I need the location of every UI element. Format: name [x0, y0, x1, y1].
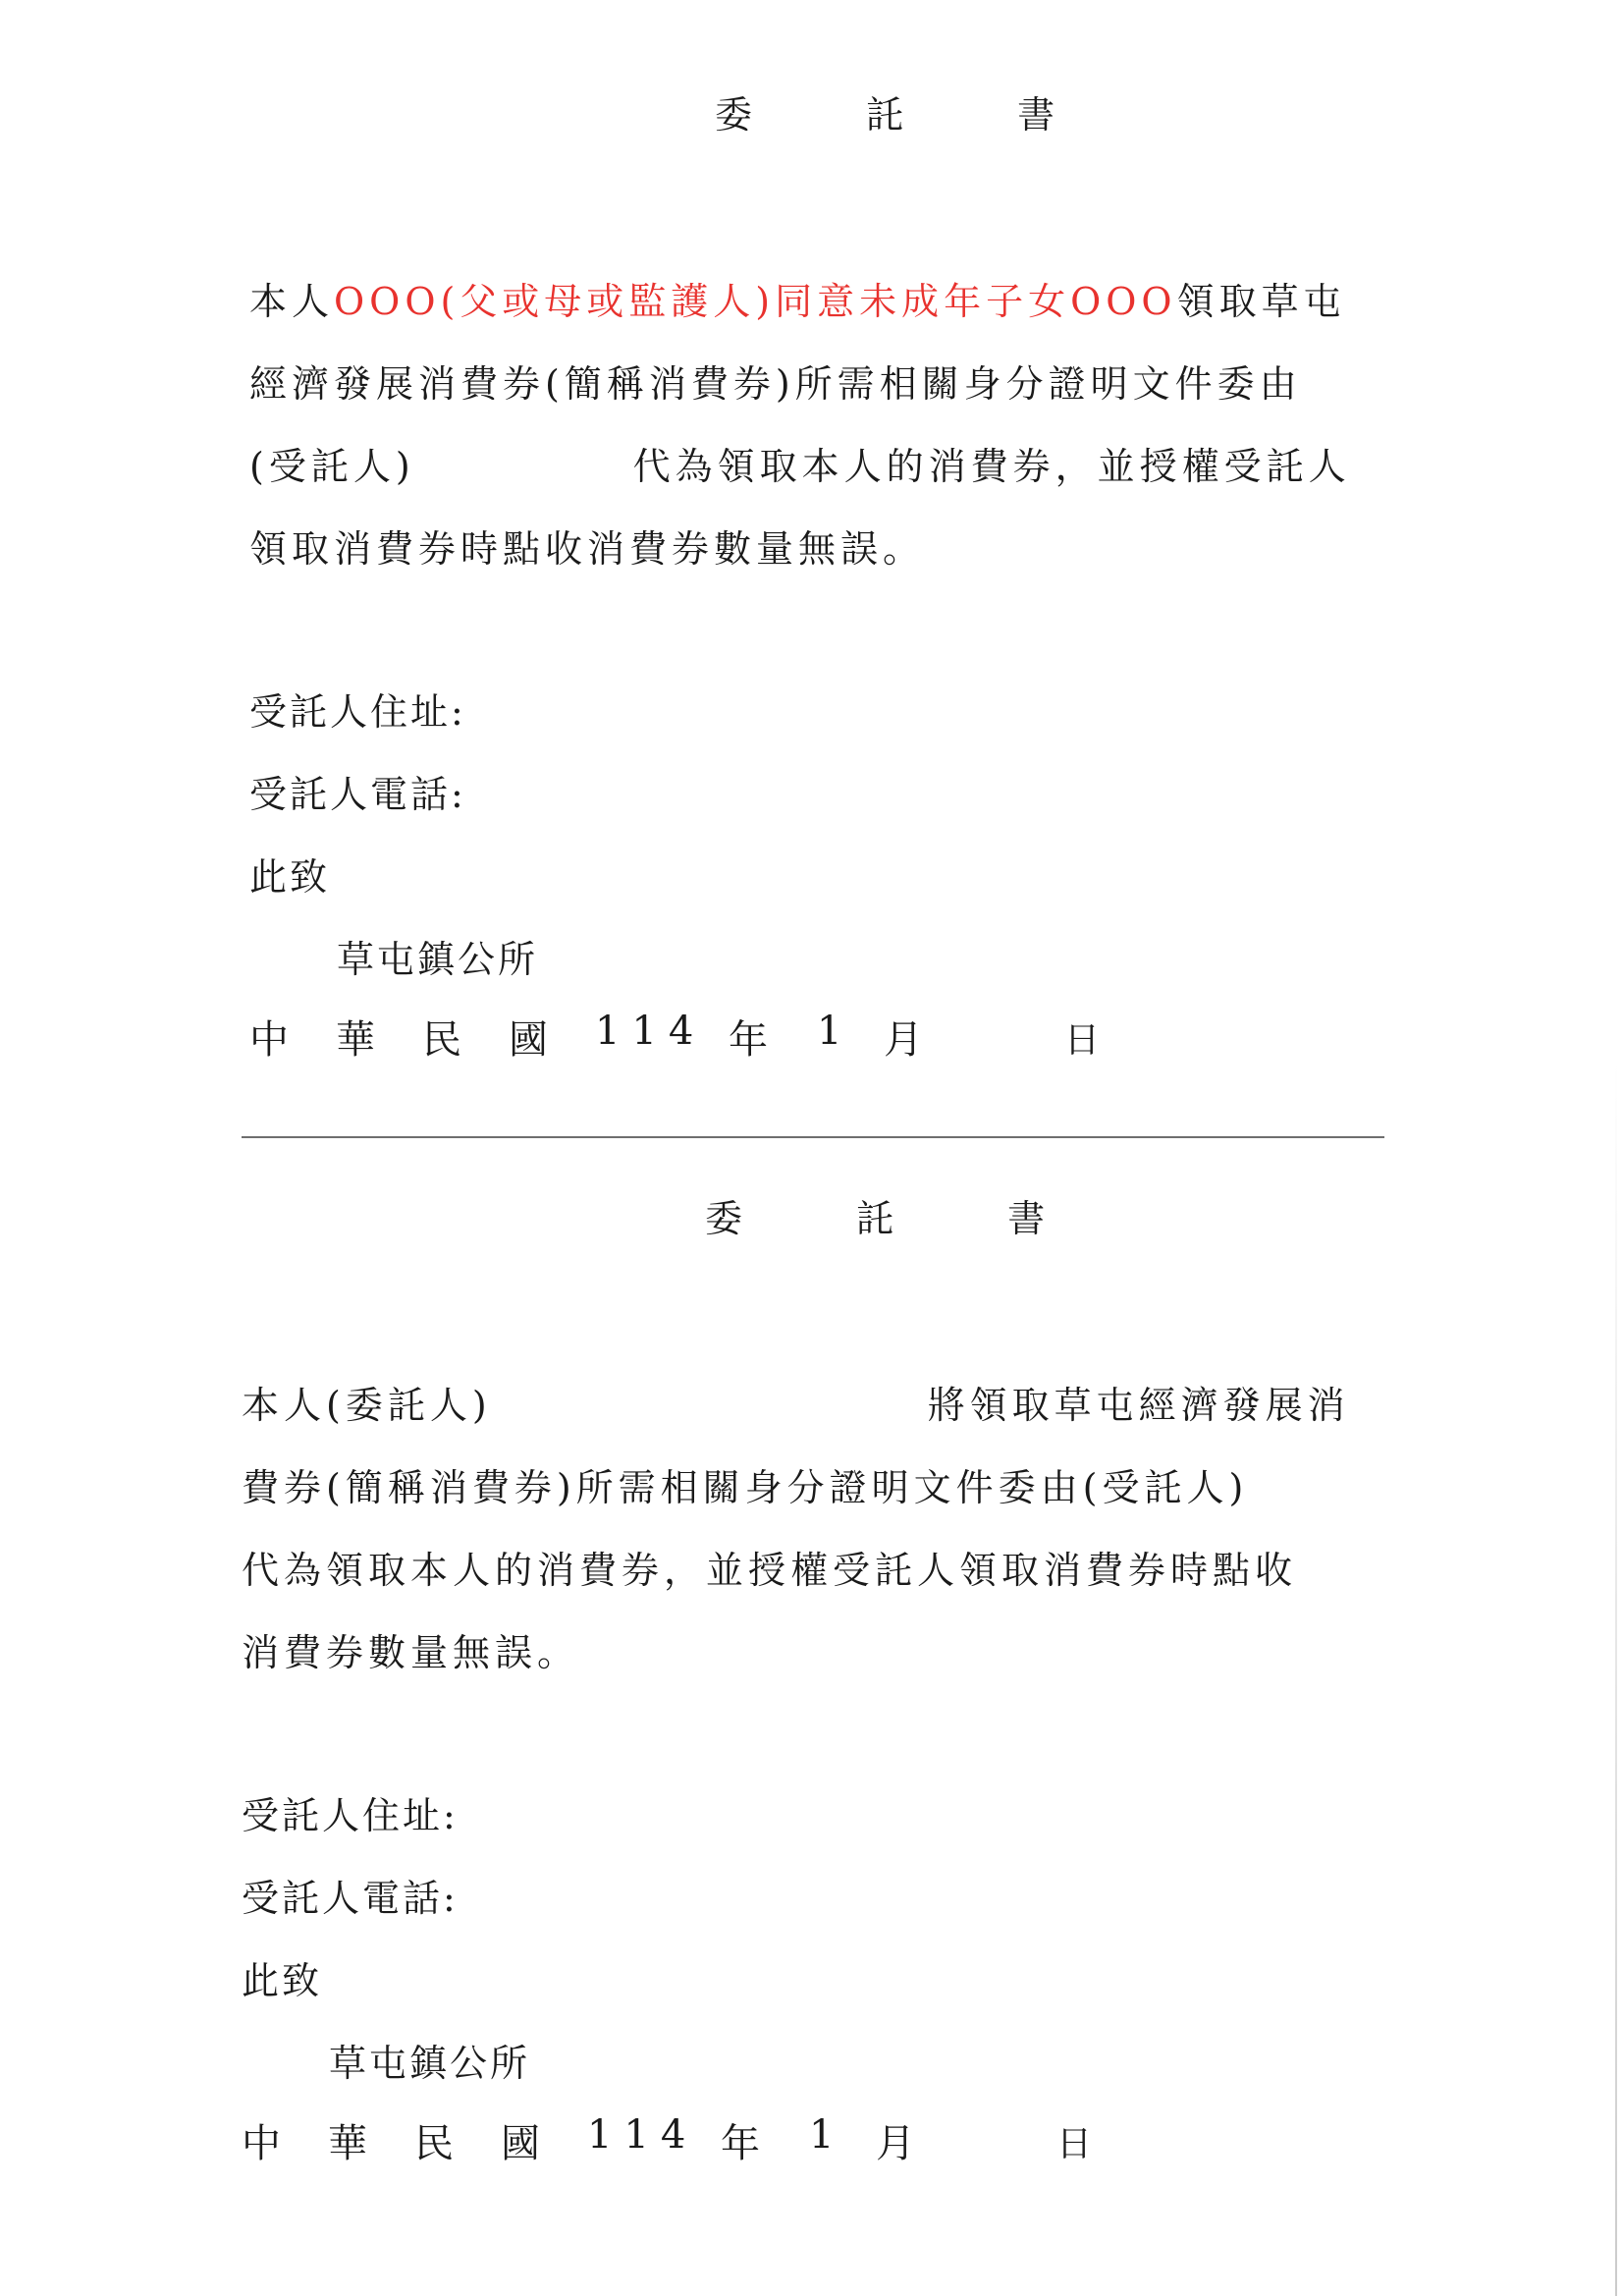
date-char: 年	[729, 1017, 768, 1063]
recipient-office: 草屯鎮公所	[329, 2042, 531, 2085]
date-char: 中	[249, 1017, 289, 1063]
body-text: (受託人)	[249, 445, 415, 488]
date-char: 日	[1064, 1020, 1101, 1061]
form-title: 委 託 書	[715, 93, 1107, 137]
page-edge-shadow	[1615, 1061, 1617, 2296]
trustee-address-label: 受託人住址:	[249, 690, 466, 734]
body-line-4: 領取消費券時點收消費券數量無誤。	[249, 527, 926, 571]
body-text: 本人(委託人)	[242, 1384, 492, 1427]
body-text: 本人	[249, 280, 335, 323]
trustee-address-label: 受託人住址:	[242, 1794, 459, 1837]
date-month: 1	[809, 2112, 835, 2158]
closing-text: 此致	[249, 855, 331, 899]
date-char: 華	[336, 1017, 375, 1063]
body-line-3: 代為領取本人的消費券，並授權受託人領取消費券時點收	[242, 1549, 1298, 1592]
cut-line-divider	[242, 1136, 1384, 1138]
date-char: 國	[509, 1017, 548, 1063]
guardian-consent-text: OOO(父或母或監護人)同意未成年子女OOO	[334, 280, 1177, 323]
date-char: 國	[501, 2121, 540, 2166]
body-line-2: 經濟發展消費券(簡稱消費券)所需相關身分證明文件委由	[249, 362, 1302, 406]
date-char: 月	[876, 2121, 915, 2166]
closing-text: 此致	[242, 1959, 323, 2002]
body-text: 將領取草屯經濟發展消	[927, 1384, 1350, 1427]
recipient-office: 草屯鎮公所	[337, 938, 539, 981]
body-line-1	[249, 271, 1346, 325]
body-line-4: 消費券數量無誤。	[242, 1631, 580, 1674]
body-line-2: 費券(簡稱消費券)所需相關身分證明文件委由(受託人)	[242, 1466, 1249, 1509]
trustee-phone-label: 受託人電話:	[249, 773, 466, 816]
date-char: 年	[721, 2121, 760, 2166]
body-line-3	[249, 436, 1351, 490]
date-char: 月	[884, 1017, 923, 1063]
body-line-1	[242, 1375, 1350, 1429]
date-char: 民	[422, 1017, 461, 1063]
date-char: 日	[1056, 2124, 1093, 2164]
date-year: 114	[587, 2112, 698, 2158]
date-char: 中	[242, 2121, 281, 2166]
body-text: 代為領取本人的消費券，並授權受託人	[632, 445, 1351, 488]
trustee-phone-label: 受託人電話:	[242, 1877, 459, 1920]
date-char: 華	[328, 2121, 367, 2166]
body-text: 領取草屯	[1176, 280, 1346, 323]
date-char: 民	[414, 2121, 454, 2166]
date-month: 1	[817, 1009, 842, 1054]
form-title: 委 託 書	[705, 1197, 1097, 1240]
date-year: 114	[595, 1009, 706, 1054]
